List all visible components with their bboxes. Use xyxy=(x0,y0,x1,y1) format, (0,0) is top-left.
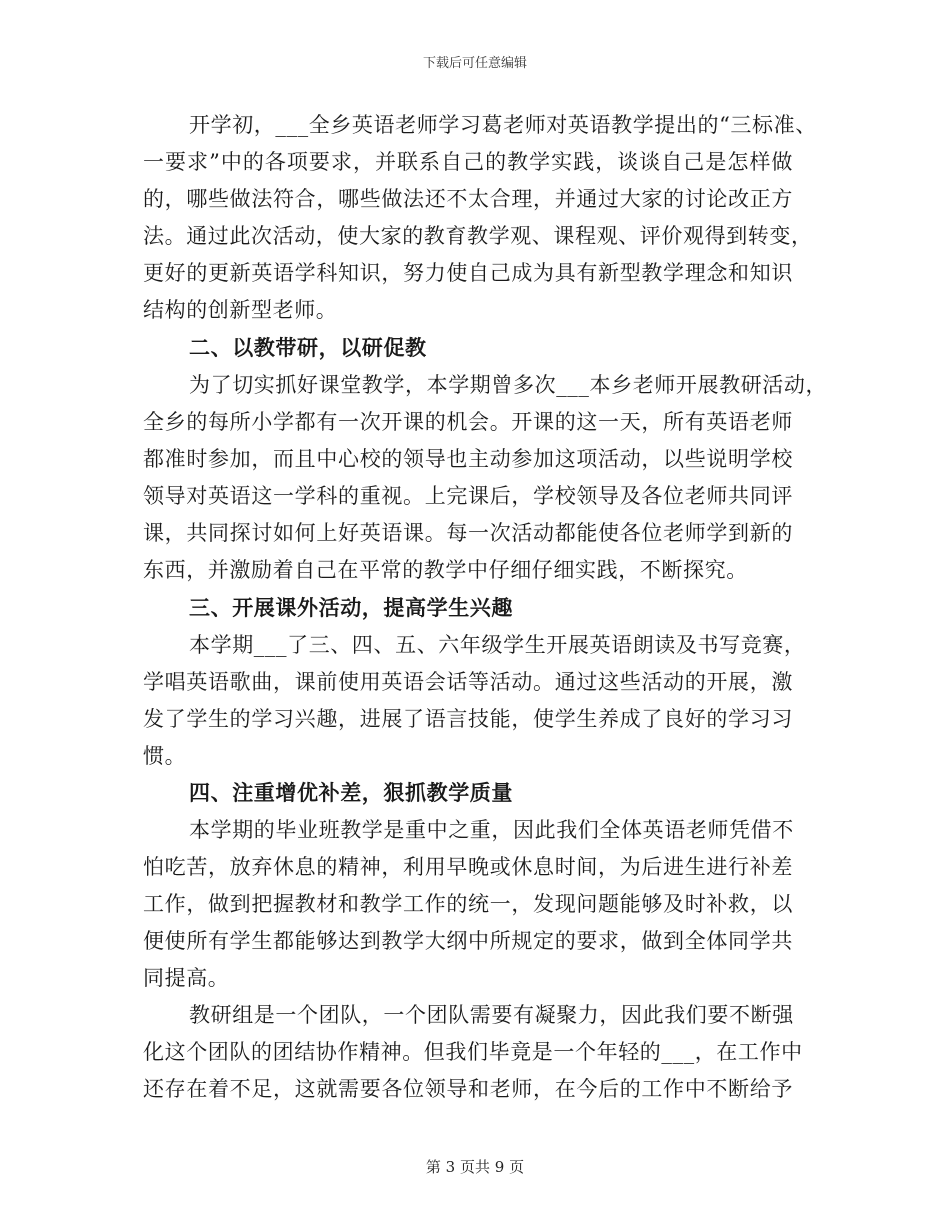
paragraph-line: 发了学生的学习兴趣，进展了语言技能，使学生养成了良好的学习习 xyxy=(143,707,793,731)
page-header: 下载后可任意编辑 xyxy=(422,56,527,71)
paragraph-line: 便使所有学生都能够达到教学大纲中所规定的要求，做到全体同学共 xyxy=(143,929,793,953)
paragraph-line: 法。通过此次活动，使大家的教育教学观、课程观、评价观得到转变， xyxy=(143,224,813,248)
paragraph-line: 东西，并激励着自己在平常的教学中仔细仔细实践，不断探究。 xyxy=(143,558,748,582)
paragraph-line: 一要求”中的各项要求，并联系自己的教学实践，谈谈自己是怎样做 xyxy=(143,150,793,174)
paragraph-line: 工作，做到把握教材和教学工作的统一，发现问题能够及时补救，以 xyxy=(143,892,793,916)
paragraph-line: 课，共同探讨如何上好英语课。每一次活动都能使各位老师学到新的 xyxy=(143,521,793,545)
paragraph-line: 同提高。 xyxy=(143,966,230,990)
paragraph-line: 教研组是一个团队，一个团队需要有凝聚力，因此我们要不断强 xyxy=(189,1003,794,1027)
paragraph-line: 都准时参加，而且中心校的领导也主动参加这项活动，以些说明学校 xyxy=(143,447,793,471)
section-heading: 三、开展课外活动，提高学生兴趣 xyxy=(189,595,513,620)
paragraph-line: 还存在着不足，这就需要各位领导和老师，在今后的工作中不断给予 xyxy=(143,1077,793,1101)
section-heading: 四、注重增优补差，狠抓教学质量 xyxy=(189,780,513,805)
paragraph-line: 怕吃苦，放弃休息的精神，利用早晚或休息时间，为后进生进行补差 xyxy=(143,855,793,879)
paragraph-line: 惯。 xyxy=(143,744,187,768)
page-footer: 第 3 页共 9 页 xyxy=(425,1158,525,1176)
paragraph-line: 结构的创新型老师。 xyxy=(143,298,338,322)
paragraph-line: 的，哪些做法符合，哪些做法还不太合理，并通过大家的讨论改正方 xyxy=(143,187,793,211)
section-heading: 二、以教带研，以研促教 xyxy=(189,335,427,360)
paragraph-line: 为了切实抓好课堂教学，本学期曾多次___本乡老师开展教研活动， xyxy=(189,373,828,397)
paragraph-line: 学唱英语歌曲，课前使用英语会话等活动。通过这些活动的开展，激 xyxy=(143,670,793,694)
paragraph-line: 领导对英语这一学科的重视。上完课后，学校领导及各位老师共同评 xyxy=(143,484,793,508)
paragraph-line: 开学初，___全乡英语老师学习葛老师对英语教学提出的“三标准、 xyxy=(189,113,817,137)
paragraph-line: 本学期的毕业班教学是重中之重，因此我们全体英语老师凭借不 xyxy=(189,818,794,842)
paragraph-line: 更好的更新英语学科知识，努力使自己成为具有新型教学理念和知识 xyxy=(143,261,793,285)
paragraph-line: 全乡的每所小学都有一次开课的机会。开课的这一天，所有英语老师 xyxy=(143,410,793,434)
paragraph-line: 本学期___了三、四、五、六年级学生开展英语朗读及书写竞赛， xyxy=(189,633,806,657)
paragraph-line: 化这个团队的团结协作精神。但我们毕竟是一个年轻的___，在工作中 xyxy=(143,1040,803,1064)
